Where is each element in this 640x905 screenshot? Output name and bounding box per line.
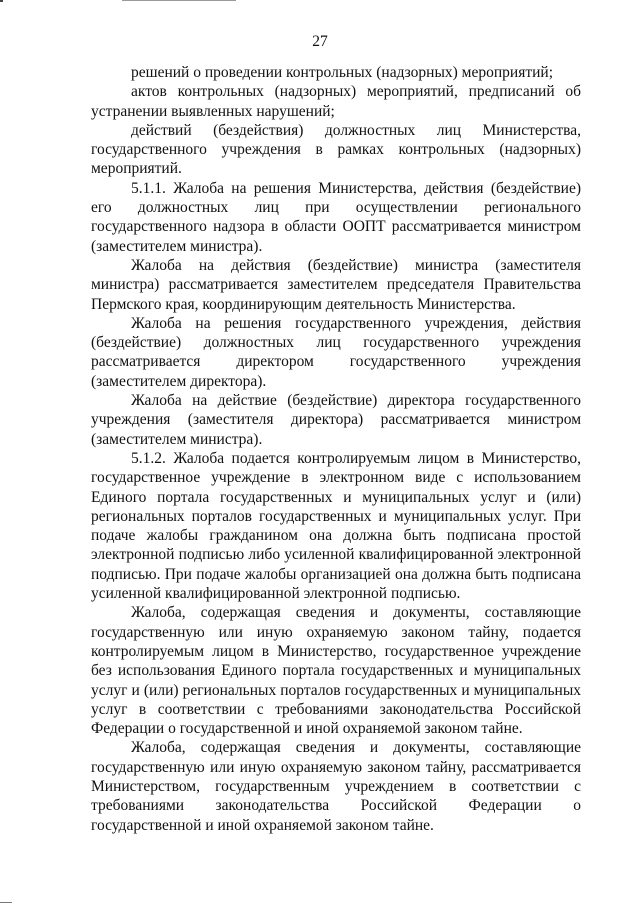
scan-artifact-mark [0,0,3,2]
document-body [91,63,581,835]
paragraph: 5.1.1. Жалоба на решения Министерства, действия (бездействие) его должностных лиц при осуществлении регионального государственного надзора в области ООПТ рассматривается министром (заместителем министра). [91,179,581,255]
paragraph: действий (бездействия) должностных лиц Министерства, государственного учреждения в рамках контрольных (надзорных) мероприятий. [91,121,581,178]
paragraph: Жалоба на действия (бездействие) министра (заместителя министра) рассматривается заместителем председателя Правительства Пермского края, координирующим деятельность Министерства. [91,256,581,313]
paragraph: решений о проведении контрольных (надзорных) мероприятий; [131,64,554,81]
paragraph: Жалоба, содержащая сведения и документы, составляющие государственную или иную охраняемую законом тайну, подается контролируемым лицом в Министерство, государственное учреждение без использования Единого портала государственных и муниципальных услуг и (или) региональных порталов государственных и муниципальных услуг в соответствии с требованиями законодательства Российской Федерации о государственной и иной охраняемой законом тайне. [91,604,581,738]
paragraph: Жалоба на действие (бездействие) директора государственного учреждения (заместителя директора) рассматривается министром (заместителем министра). [91,392,581,448]
scan-artifact-line [122,0,236,1]
page-number: 27 [312,33,328,50]
paragraph: Жалоба на решения государственного учреждения, действия (бездействие) должностных лиц государственного учреждения рассматривается директором государственного учреждения (заместителем директора). [91,314,581,390]
paragraph: 5.1.2. Жалоба подается контролируемым лицом в Министерство, государственное учреждение в электронном виде с использованием Единого портала государственных и муниципальных услуг и (или) региональных порталов государственных и муниципальных услуг. При подаче жалобы гражданином она должна быть подписана простой электронной подписью либо усиленной квалифицированной электронной подписью. При подаче жалобы организацией она должна быть подписана усиленной квалифицированной электронной подписью. [91,449,581,603]
paragraph: актов контрольных (надзорных) мероприятий, предписаний об устранении выявленных нарушений; [91,83,581,120]
scan-artifact-line [0,902,12,903]
paragraph: Жалоба, содержащая сведения и документы, составляющие государственную или иную охраняемую законом тайну, рассматривается Министерством, государственным учреждением в соответствии с требованиями законодательства Российской Федерации о государственной и иной охраняемой законом тайне. [91,739,581,834]
